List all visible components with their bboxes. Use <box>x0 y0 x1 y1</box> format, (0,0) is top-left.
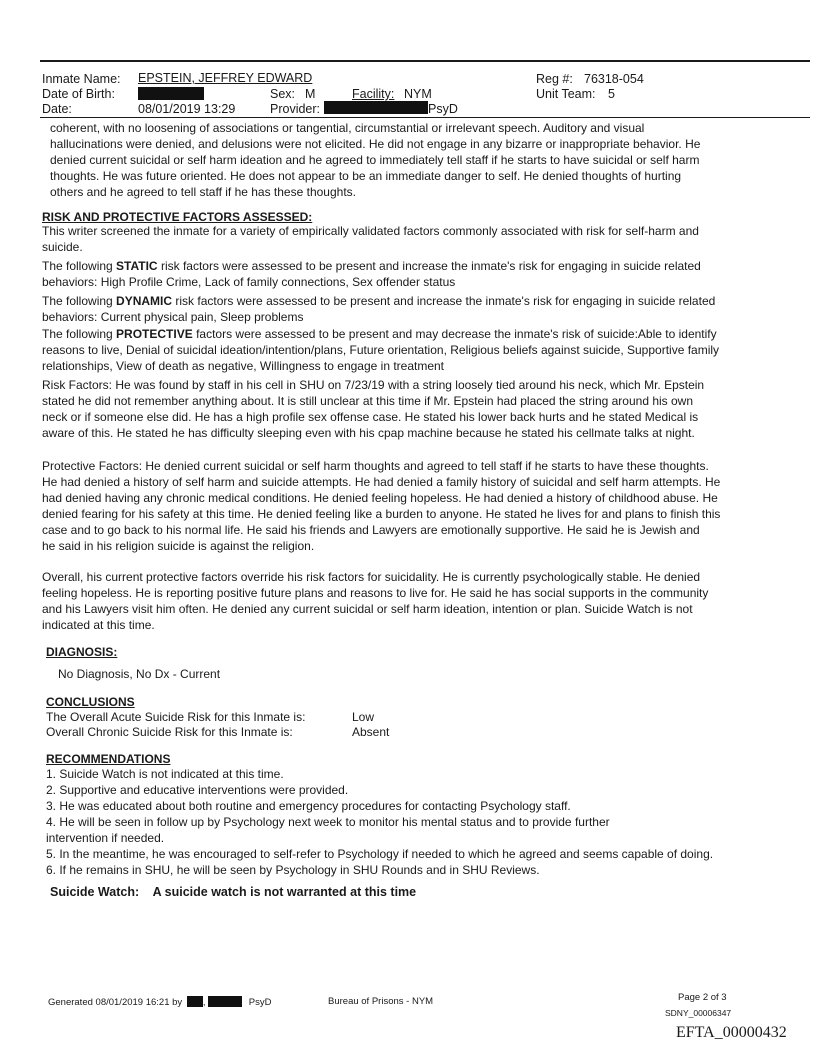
dynamic-rest: risk factors were assessed to be present and increase the inmate's risk for engaging in suicide related <box>172 294 716 308</box>
header-bottom-rule <box>40 117 810 118</box>
text-line: neck or if someone else did. He has a high profile sex offense case. He stated his lower back hurts and he stated Medical is <box>42 410 699 424</box>
risk-section-heading: RISK AND PROTECTIVE FACTORS ASSESSED: <box>42 210 313 224</box>
list-item: 2. Supportive and educative interventions were provided. <box>46 783 349 797</box>
text-line: and his Lawyers visit him often. He denied any current suicidal or self harm ideation, intention or plan. Suicide Watch is not <box>42 602 693 616</box>
acute-risk-label: The Overall Acute Suicide Risk for this Inmate is: <box>46 710 306 724</box>
text-line: This writer screened the inmate for a variety of empirically validated factors commonly associated with risk for self-harm and <box>42 224 699 238</box>
text-line: Risk Factors: He was found by staff in his cell in SHU on 7/23/19 with a string loosely tied around his neck, which Mr. Epstein <box>42 378 705 392</box>
text-line: stated he did not remember anything about. It is still unclear at this time if Mr. Epstein had placed the string around his own <box>42 394 694 408</box>
header-top-rule <box>40 60 810 62</box>
suicide-watch-text: A suicide watch is not warranted at this time <box>152 885 417 899</box>
text-line: hallucinations were denied, and delusions were not elicited. He did not engage in any bizarre or inappropriate behavior. He <box>50 137 701 151</box>
reg-label: Reg #: <box>536 72 573 86</box>
text-line: coherent, with no loosening of associations or tangential, circumstantial or irrelevant speech. Auditory and visual <box>50 121 645 135</box>
text-line: feeling hopeless. He is reporting positive future plans and reasons to live for. He said he has social supports in the community <box>42 586 709 600</box>
protective-keyword: PROTECTIVE <box>116 327 193 341</box>
inmate-name: EPSTEIN, JEFFREY EDWARD <box>138 71 313 85</box>
provider-suffix: PsyD <box>428 102 458 116</box>
protective-factors-detail <box>42 458 782 554</box>
list-item: 4. He will be seen in follow up by Psychology next week to monitor his mental status and to provide further <box>46 815 610 829</box>
dynamic-prefix: The following <box>42 294 117 308</box>
text-line: had denied having any chronic medical conditions. He denied feeling hopeless. He had denied a history of childhood abuse. He <box>42 491 718 505</box>
dob-redaction <box>138 87 204 100</box>
protective-rest: factors were assessed to be present and may decrease the inmate's risk of suicide:Able to identify <box>192 327 717 341</box>
list-item: 1. Suicide Watch is not indicated at this time. <box>46 767 284 781</box>
list-item: 5. In the meantime, he was encouraged to self-refer to Psychology if needed to which he agreed and seems capable of doing. <box>46 847 714 861</box>
static-rest: risk factors were assessed to be present and increase the inmate's risk for engaging in suicide related <box>157 259 701 273</box>
dob-label: Date of Birth: <box>42 87 115 101</box>
text-line: he said in his religion suicide is against the religion. <box>42 539 315 553</box>
text-line: thoughts. He was future oriented. He does not appear to be an immediate danger to self. He denied thoughts of hurting <box>50 169 682 183</box>
list-item: intervention if needed. <box>46 831 165 845</box>
acute-risk-value: Low <box>352 710 375 724</box>
intro-paragraph <box>50 120 790 200</box>
chronic-risk-value: Absent <box>352 725 390 739</box>
date-value: 08/01/2019 13:29 <box>138 102 236 116</box>
static-keyword: STATIC <box>116 259 158 273</box>
text-line: denied current suicidal or self harm ideation and he agreed to immediately tell staff if he starts to have suicidal or self harm <box>50 153 700 167</box>
unit-team-value: 5 <box>608 87 615 101</box>
sex-value: M <box>305 87 316 101</box>
text-line: others and he agreed to tell staff if he has these thoughts. <box>50 185 356 199</box>
text-line: suicide. <box>42 240 83 254</box>
footer-bureau: Bureau of Prisons - NYM <box>328 996 434 1007</box>
list-item: 3. He was educated about both routine and emergency procedures for contacting Psychology staff. <box>46 799 571 813</box>
generated-suffix: PsyD <box>248 997 272 1008</box>
text-line: reasons to live, Denial of suicidal ideation/intention/plans, Future orientation, Religious beliefs against suicide, Supportive family <box>42 343 720 357</box>
footer-efta-number: EFTA_00000432 <box>676 1024 787 1041</box>
recommendations-list <box>46 766 786 878</box>
overall-paragraph <box>42 569 782 633</box>
text-line: behaviors: High Profile Crime, Lack of family connections, Sex offender status <box>42 275 456 289</box>
text-line <box>42 326 782 342</box>
text-line: indicated at this time. <box>42 618 155 632</box>
unit-team-label: Unit Team: <box>536 87 596 101</box>
chronic-risk-label: Overall Chronic Suicide Risk for this Inmate is: <box>46 725 293 739</box>
dynamic-factors-paragraph <box>42 293 782 325</box>
protective-factors-paragraph <box>42 326 782 374</box>
diagnosis-heading: DIAGNOSIS: <box>46 645 118 659</box>
generated-prefix: Generated 08/01/2019 16:21 by <box>48 997 183 1008</box>
text-line <box>42 258 782 274</box>
risk-factors-paragraph <box>42 377 782 441</box>
footer-page-number: Page 2 of 3 <box>678 992 727 1003</box>
static-prefix: The following <box>42 259 117 273</box>
text-line: aware of this. He stated he has difficulty sleeping even with his cpap machine because he stated his cellmate talks at night. <box>42 426 695 440</box>
text-line: behaviors: Current physical pain, Sleep problems <box>42 310 304 324</box>
protective-prefix: The following <box>42 327 117 341</box>
text-line <box>42 293 782 309</box>
suicide-watch-label: Suicide Watch: <box>50 885 140 899</box>
inmate-name-label: Inmate Name: <box>42 72 121 86</box>
provider-redaction <box>324 101 428 114</box>
facility-value: NYM <box>404 87 432 101</box>
facility-label: Facility: <box>352 87 395 101</box>
sex-label: Sex: <box>270 87 296 101</box>
generated-redaction-2 <box>208 996 242 1007</box>
footer-generated: Generated 08/01/2019 16:21 by , PsyD <box>48 997 272 1008</box>
date-label: Date: <box>42 102 72 116</box>
footer-bates-number: SDNY_00006347 <box>665 1008 732 1018</box>
generated-redaction-1 <box>187 996 203 1007</box>
text-line: denied fearing for his safety at this time. He denied feeling like a burden to anyone. He stated he lives for and plans to finish this <box>42 507 721 521</box>
conclusions-heading: CONCLUSIONS <box>46 695 135 709</box>
dynamic-keyword: DYNAMIC <box>116 294 173 308</box>
text-line: relationships, View of death as negative, Willingness to engage in treatment <box>42 359 445 373</box>
static-factors-paragraph <box>42 258 782 290</box>
recommendations-heading: RECOMMENDATIONS <box>46 752 171 766</box>
risk-intro-paragraph <box>42 223 782 255</box>
suicide-watch-line <box>50 885 416 899</box>
provider-label: Provider: <box>270 102 321 116</box>
list-item: 6. If he remains in SHU, he will be seen by Psychology in SHU Rounds and in SHU Reviews. <box>46 863 540 877</box>
text-line: He had denied a history of self harm and suicide attempts. He had denied a family history of suicidal and self harm attempts. He <box>42 475 721 489</box>
text-line: case and to go back to his normal life. He said his friends and Lawyers are emotionally supportive. He said he is Jewish and <box>42 523 700 537</box>
diagnosis-text: No Diagnosis, No Dx - Current <box>58 667 221 681</box>
reg-value: 76318-054 <box>584 72 644 86</box>
text-line: Protective Factors: He denied current suicidal or self harm thoughts and agreed to tell staff if he starts to have these thoughts. <box>42 459 709 473</box>
text-line: Overall, his current protective factors override his risk factors for suicidality. He is currently psychologically stable. He denied <box>42 570 701 584</box>
